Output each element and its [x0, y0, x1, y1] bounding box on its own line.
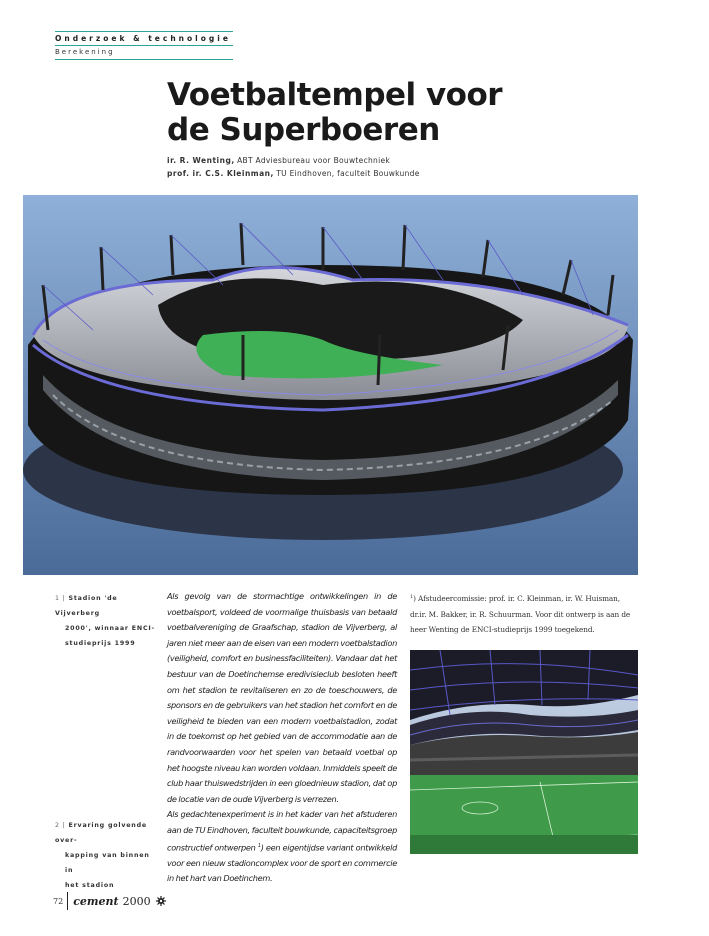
caption-number: 1 | — [55, 595, 66, 602]
footer-divider — [67, 892, 68, 910]
stadium-interior-image — [410, 650, 638, 854]
author-name: ir. R. Wenting, — [167, 156, 235, 165]
subsection-label: Berekening — [55, 48, 115, 56]
caption-text: studieprijs 1999 — [65, 640, 136, 647]
author-entry — [167, 167, 420, 180]
author-list — [167, 154, 420, 180]
caption-2 — [55, 818, 155, 893]
body-paragraph — [167, 807, 397, 887]
author-entry — [167, 154, 420, 167]
header-rule-middle — [55, 45, 233, 46]
footnote-text: ) Afstudeercomissie: prof. ir. C. Kleinman, ir. W. Huisman, dr.ir. M. Bakker, ir. R. Schuurman. Voor dit ontwerp is aan de heer Wenting de ENCI-studieprijs 1999 toegekend. — [410, 594, 631, 634]
cement-logo-icon — [156, 896, 166, 906]
body-text-span: Als gedachtenexperiment is in het kader van het afstuderen aan de TU Eindhoven, faculteit bouwkunde, capaciteitsgroep constructief ontwerpen — [167, 809, 397, 853]
caption-text: het stadion — [65, 882, 115, 889]
page-number: 72 — [53, 896, 64, 906]
page-footer — [53, 891, 166, 911]
body-text-span: ) een eigentijdse variant ontwikkeld voor een nieuw stadioncomplex voor de sport en commercie in het hart van Doetinchem. — [167, 842, 397, 884]
article-title — [167, 78, 502, 148]
stadium-exterior-image — [23, 195, 638, 575]
caption-1 — [55, 591, 155, 651]
caption-text: kapping van binnen in — [65, 852, 150, 874]
body-paragraph: Als gevolg van de stormachtige ontwikkelingen in de voetbalsport, voldeed de voormalige thuisbasis van betaald voetbalvereniging de Graafschap, stadion de Vijverberg, al jaren niet meer aan de eisen van een modern voetbalstadion (veiligheid, comfort en businessfaciliteiten). Vandaar dat het bestuur van de Doetinchemse eredivisieclub besloten heeft om het stadion te revitaliseren en zo de toeschouwers, de sponsors en de gebruikers van het stadion het comfort en de veiligheid te bieden van een modern voetbalstadion, zodat in de toekomst op het gebied van de accommodatie aan de randvoorwaarden voor het spelen van betaald voetbal op het hoogste niveau kan worden voldaan. Inmiddels speelt de club haar thuiswedstrijden in een gloednieuw stadion, dat op de locatie van de oude Vijverberg is verrezen. — [167, 591, 397, 804]
magazine-year: 2000 — [122, 894, 151, 908]
author-name: prof. ir. C.S. Kleinman, — [167, 169, 274, 178]
section-label: Onderzoek & technologie — [55, 34, 231, 43]
header-rule-top — [55, 31, 233, 32]
caption-text: Stadion 'de Vijverberg — [55, 595, 118, 617]
author-affiliation: ABT Adviesbureau voor Bouwtechniek — [237, 156, 391, 165]
caption-text: Ervaring golvende over- — [55, 822, 147, 844]
author-affiliation: TU Eindhoven, faculteit Bouwkunde — [276, 169, 420, 178]
article-body — [167, 589, 397, 887]
title-line-1: Voetbaltempel voor — [167, 77, 503, 113]
caption-number: 2 | — [55, 822, 66, 829]
caption-text: 2000', winnaar ENCI- — [65, 625, 155, 632]
footnote-marker: 1 — [410, 594, 414, 600]
magazine-name: cement — [73, 894, 119, 908]
footnote-reference: 1 — [257, 842, 261, 849]
footnote — [410, 590, 638, 638]
title-line-2: de Superboeren — [167, 112, 440, 148]
header-rule-bottom — [55, 59, 233, 60]
